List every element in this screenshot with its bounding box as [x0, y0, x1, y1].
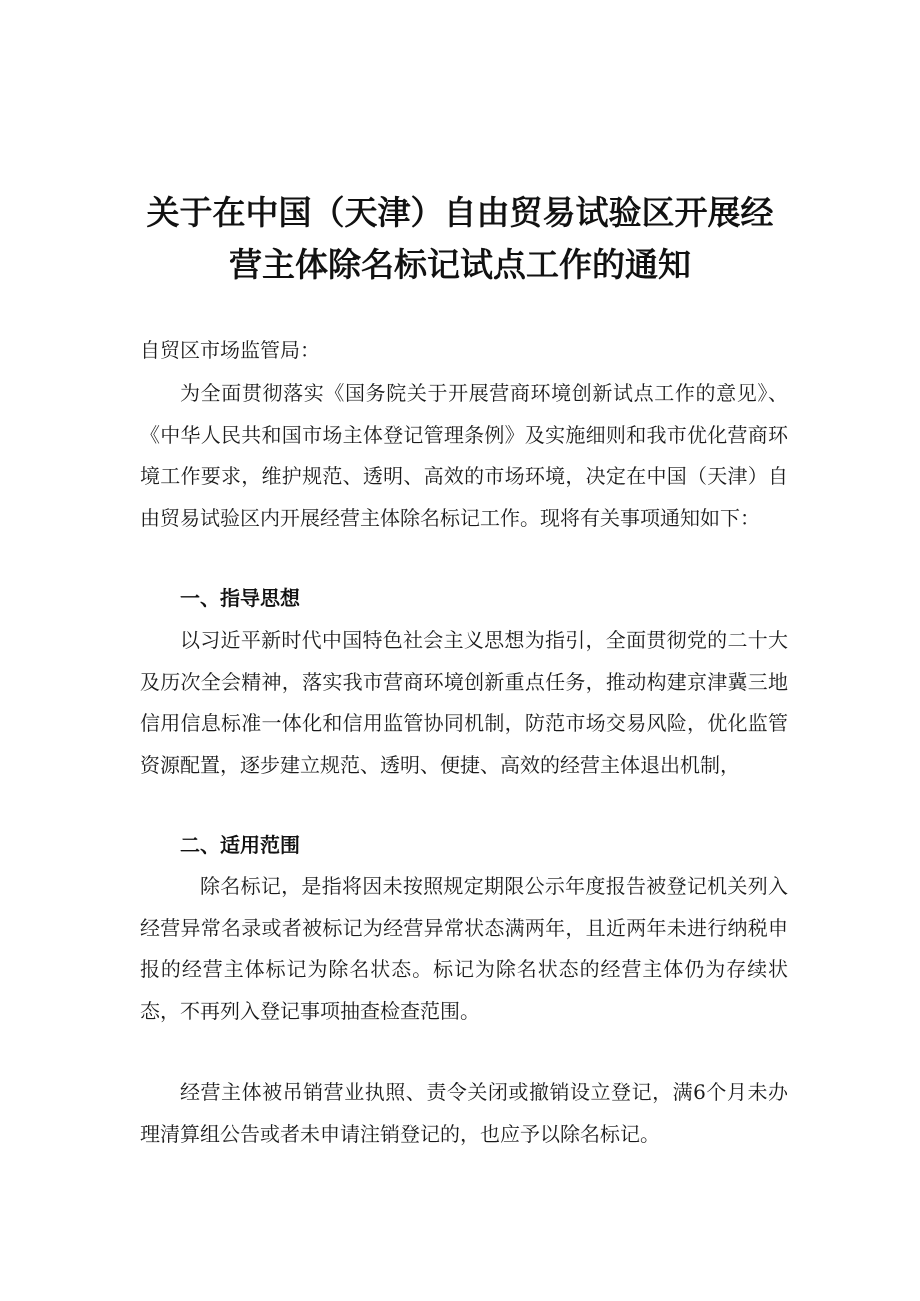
section-heading-guiding-ideology: 一、指导思想: [180, 586, 300, 610]
document-title-line-2: 营主体除名标记试点工作的通知: [229, 245, 691, 284]
section-paragraph-scope-2: 经营主体被吊销营业执照、责令关闭或撤销设立登记，满6个月未办理清算组公告或者未申请注销登记的，也应予以除名标记。: [140, 1080, 788, 1146]
salutation: 自贸区市场监管局：: [140, 338, 320, 362]
section-heading-scope: 二、适用范围: [180, 833, 300, 857]
document-title-line-1: 关于在中国（天津）自由贸易试验区开展经: [146, 193, 774, 232]
section-paragraph-guiding-ideology: 以习近平新时代中国特色社会主义思想为指引，全面贯彻党的二十大及历次全会精神，落实我市营商环境创新重点任务，推动构建京津冀三地信用信息标准一体化和信用监管协同机制，防范市场交易风险，优化监管资源配置，逐步建立规范、透明、便捷、高效的经营主体退出机制，: [140, 628, 788, 777]
section-paragraph-scope-1: 除名标记，是指将因未按照规定期限公示年度报告被登记机关列入经营异常名录或者被标记为经营异常状态满两年，且近两年未进行纳税申报的经营主体标记为除名状态。标记为除名状态的经营主体仍为存续状态，不再列入登记事项抽查检查范围。: [140, 874, 788, 1023]
intro-paragraph: 为全面贯彻落实《国务院关于开展营商环境创新试点工作的意见》、《中华人民共和国市场主体登记管理条例》及实施细则和我市优化营商环境工作要求，维护规范、透明、高效的市场环境，决定在中国（天津）自由贸易试验区内开展经营主体除名标记工作。现将有关事项通知如下：: [140, 381, 788, 530]
